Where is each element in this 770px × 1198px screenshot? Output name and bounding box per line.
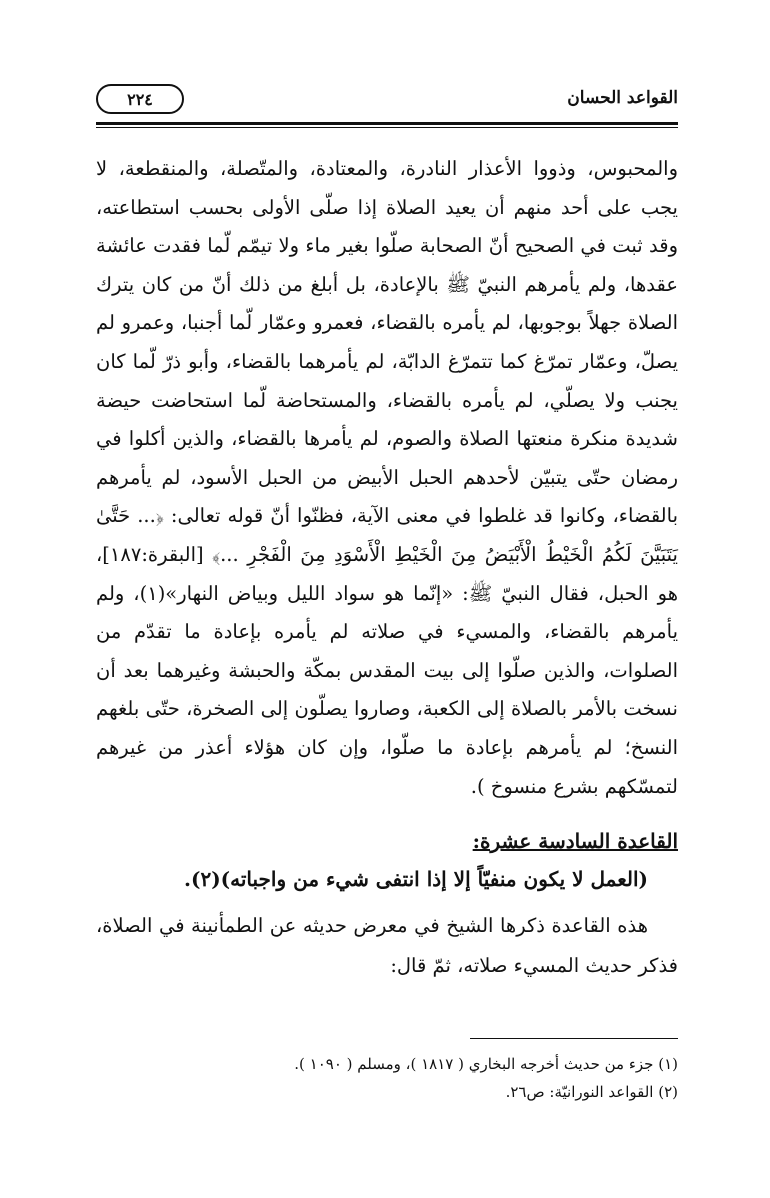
footnote-1: (١) جزء من حديث أخرجه البخاري ( ١٨١٧ )، ومسلم ( ١٠٩٠ ). bbox=[294, 1055, 678, 1073]
running-title: القواعد الحسان bbox=[567, 88, 678, 108]
intro-paragraph bbox=[96, 906, 678, 986]
main-paragraph: والمحبوس، وذووا الأعذار النادرة، والمعتادة، والمتّصلة، والمنقطعة، لا يجب على أحد منهم أن يعيد الصلاة إذا صلّى الأولى بحسب استطاعته، وقد ثبت في الصحيح أنّ الصحابة صلّوا بغير ماء ولا تيمّم لّما فقدت عائشة عقدها، ولم يأمرهم النبيّ ﷺ بالإعادة، بل أبلغ من ذلك أنّ من كان يترك الصلاة جهلاً بوجوبها، لم يأمره بالقضاء، فعمرو وعمّار لّما أجنبا، وعمرو لم يصلّ، وعمّار تمرّغ كما تتمرّغ الدابّة، لم يأمرهما بالقضاء، وأبو ذرّ لّما كان يجنب ولا يصلّي، لم يأمره بالقضاء، والمستحاضة لّما استحاضت حيضة شديدة منكرة منعتها الصلاة والصوم، لم يأمرها بالقضاء، والذين أكلوا في رمضان حتّى يتبيّن لأحدهم الحبل الأبيض من الحبل الأسود، لم يأمرهم بالقضاء، وكانوا قد غلطوا في معنى الآية، فظنّوا أنّ قوله تعالى: ﴿... حَتَّىٰ يَتَبَيَّنَ لَكُمُ الْخَيْطُ الْأَبْيَضُ مِنَ الْخَيْطِ الْأَسْوَدِ مِنَ الْفَجْرِ ...﴾ [البقرة:١٨٧]، هو الحبل، فقال النبيّ ﷺ: «إنّما هو سواد الليل وبياض النهار»(١)، ولم يأمرهم بالقضاء، والمسيء في صلاته لم يأمره بإعادة ما تقدّم من الصلوات، والذين صلّوا إلى بيت المقدس بمكّة والحبشة وغيرهما بعد أن نسخت بالأمر بالصلاة إلى الكعبة، وصاروا يصلّون إلى الصخرة، حتّى بلغهم النسخ؛ لم يأمرهم بإعادة ما صلّوا، وإن كان هؤلاء أعذر من غيرهم لتمسّكهم بشرع منسوخ ). bbox=[96, 157, 678, 798]
intro-paragraph-text: هذه القاعدة ذكرها الشيخ في معرض حديثه عن الطمأنينة في الصلاة، فذكر حديث المسيء صلاته، ثمّ قال: bbox=[96, 914, 678, 977]
header-rule-thin bbox=[96, 127, 678, 128]
section-rule-statement: (العمل لا يكون منفيّاً إلا إذا انتفى شيء من واجباته)(٢). bbox=[184, 867, 648, 891]
page-number: ٢٢٤ bbox=[96, 84, 184, 114]
footnote-separator bbox=[470, 1038, 678, 1039]
footnotes bbox=[96, 1050, 678, 1106]
page-header bbox=[96, 84, 678, 124]
section-heading: القاعدة السادسة عشرة: bbox=[472, 829, 678, 853]
footnote-2: (٢) القواعد النورانيّة: ص٢٦. bbox=[505, 1083, 678, 1101]
main-text bbox=[96, 150, 678, 806]
intro-text bbox=[96, 906, 678, 986]
header-rule-thick bbox=[96, 122, 678, 125]
rule-section bbox=[96, 822, 678, 898]
